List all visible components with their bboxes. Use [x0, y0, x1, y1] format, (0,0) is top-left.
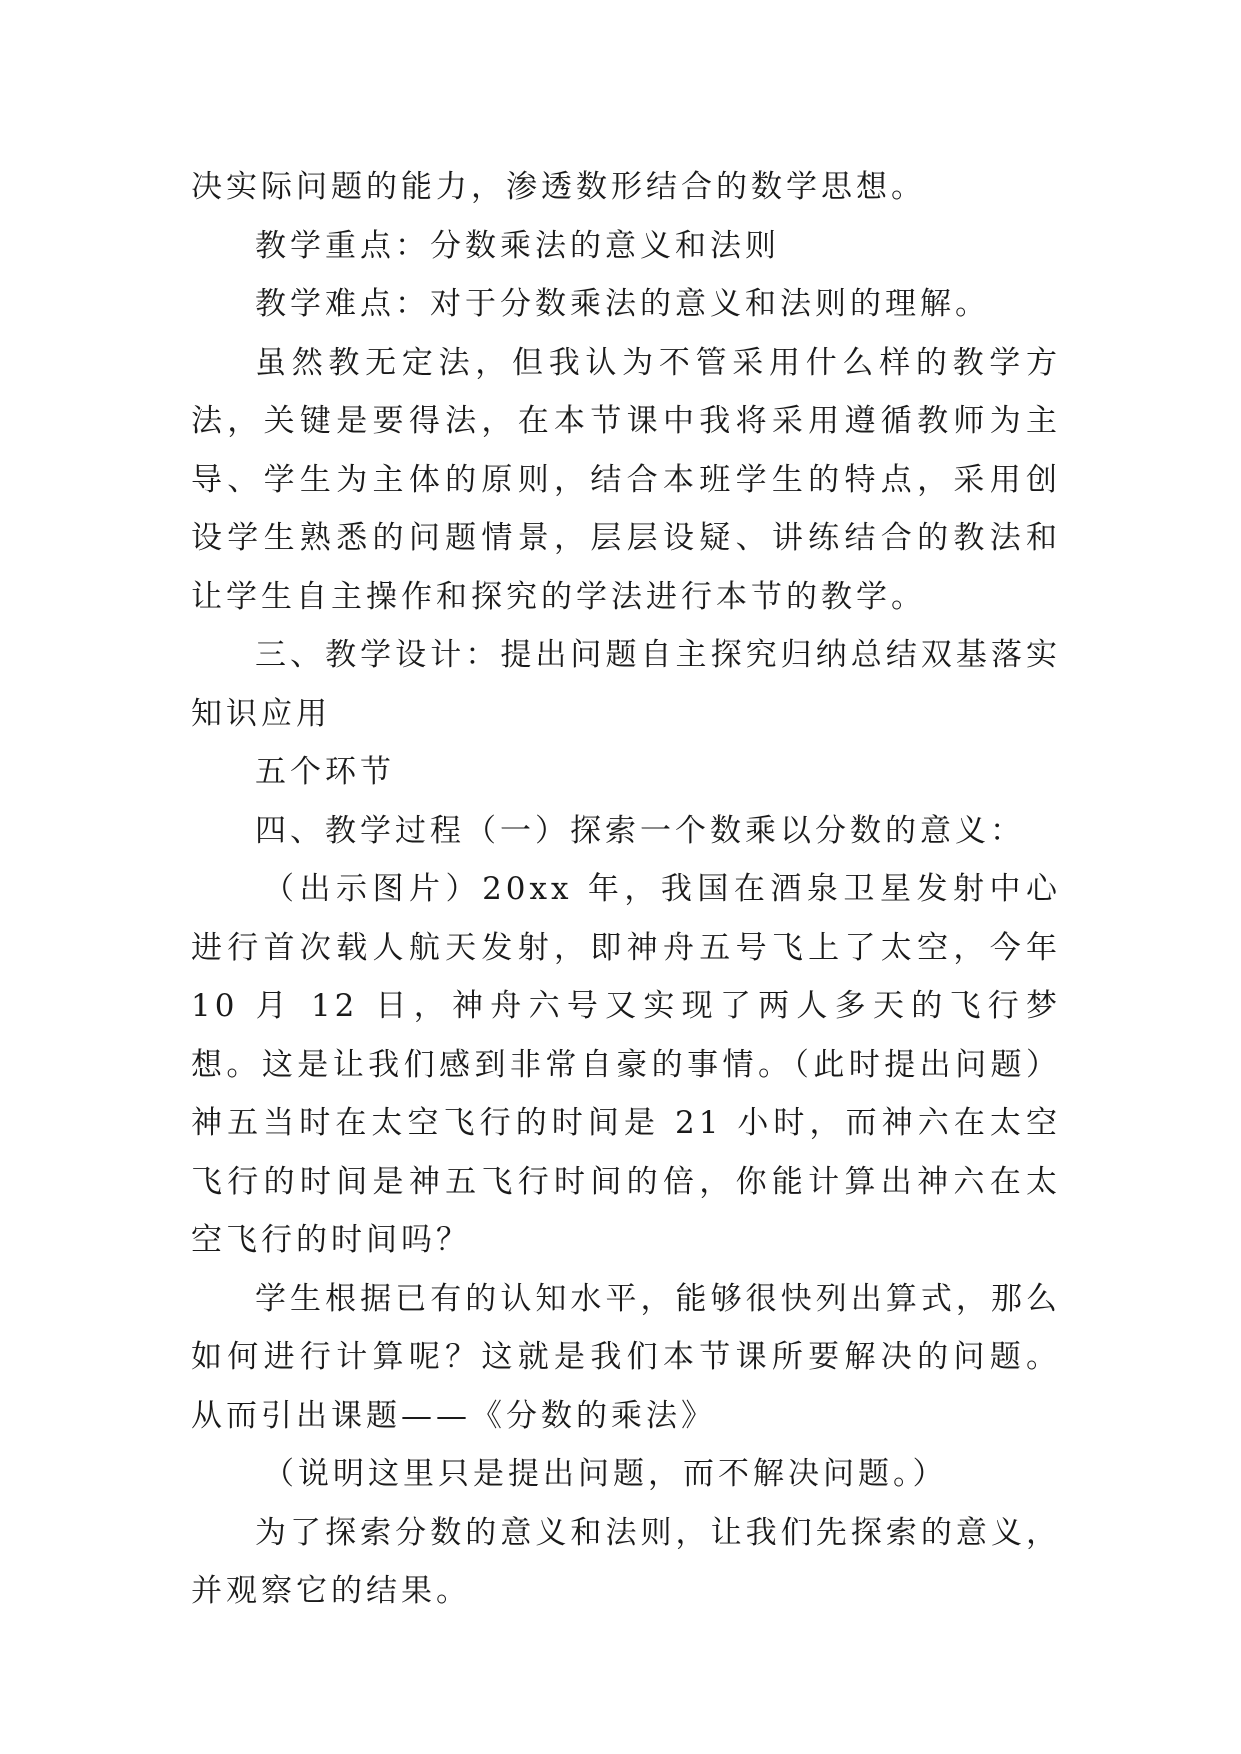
paragraph-student-response: 学生根据已有的认知水平，能够很快列出算式，那么如何进行计算呢？这就是我们本节课所要解决的问题。从而引出课题——《分数的乘法》 — [191, 1280, 1061, 1434]
paragraph-five-steps: 五个环节 — [255, 754, 395, 790]
paragraph-teaching-process: 四、教学过程（一）探索一个数乘以分数的意义： — [255, 812, 1025, 849]
paragraph-teaching-design: 三、教学设计：提出问题自主探究归纳总结双基落实知识应用 — [191, 637, 1061, 732]
paragraph-shenzhou-story: （出示图片）20xx 年，我国在酒泉卫星发射中心进行首次载人航天发射，即神舟五号飞上了太空，今年 10 月 12 日，神舟六号又实现了两人多天的飞行梦想。这是让我们感到非常自豪的事情。（此时提出问题）神五当时在太空飞行的时间是 21 小时，而神六在太空飞行的时间是神五飞行时间的倍，你能计算出神六在太空飞行的时间吗？ — [191, 871, 1061, 1258]
paragraph-teaching-method: 虽然教无定法，但我认为不管采用什么样的教学方法，关键是要得法，在本节课中我将采用遵循教师为主导、学生为主体的原则，结合本班学生的特点，采用创设学生熟悉的问题情景，层层设疑、讲练结合的教法和让学生自主操作和探究的学法进行本节的教学。 — [191, 344, 1061, 615]
paragraph-teaching-focus: 教学重点：分数乘法的意义和法则 — [255, 227, 780, 264]
paragraph-note: （说明这里只是提出问题，而不解决问题。） — [263, 1456, 948, 1492]
paragraph-continuation: 决实际问题的能力，渗透数形结合的数学思想。 — [191, 169, 926, 205]
paragraph-teaching-difficulty: 教学难点：对于分数乘法的意义和法则的理解。 — [255, 286, 990, 322]
paragraph-explore-meaning: 为了探索分数的意义和法则，让我们先探索的意义，并观察它的结果。 — [191, 1514, 1061, 1609]
document-body — [191, 158, 1061, 1621]
